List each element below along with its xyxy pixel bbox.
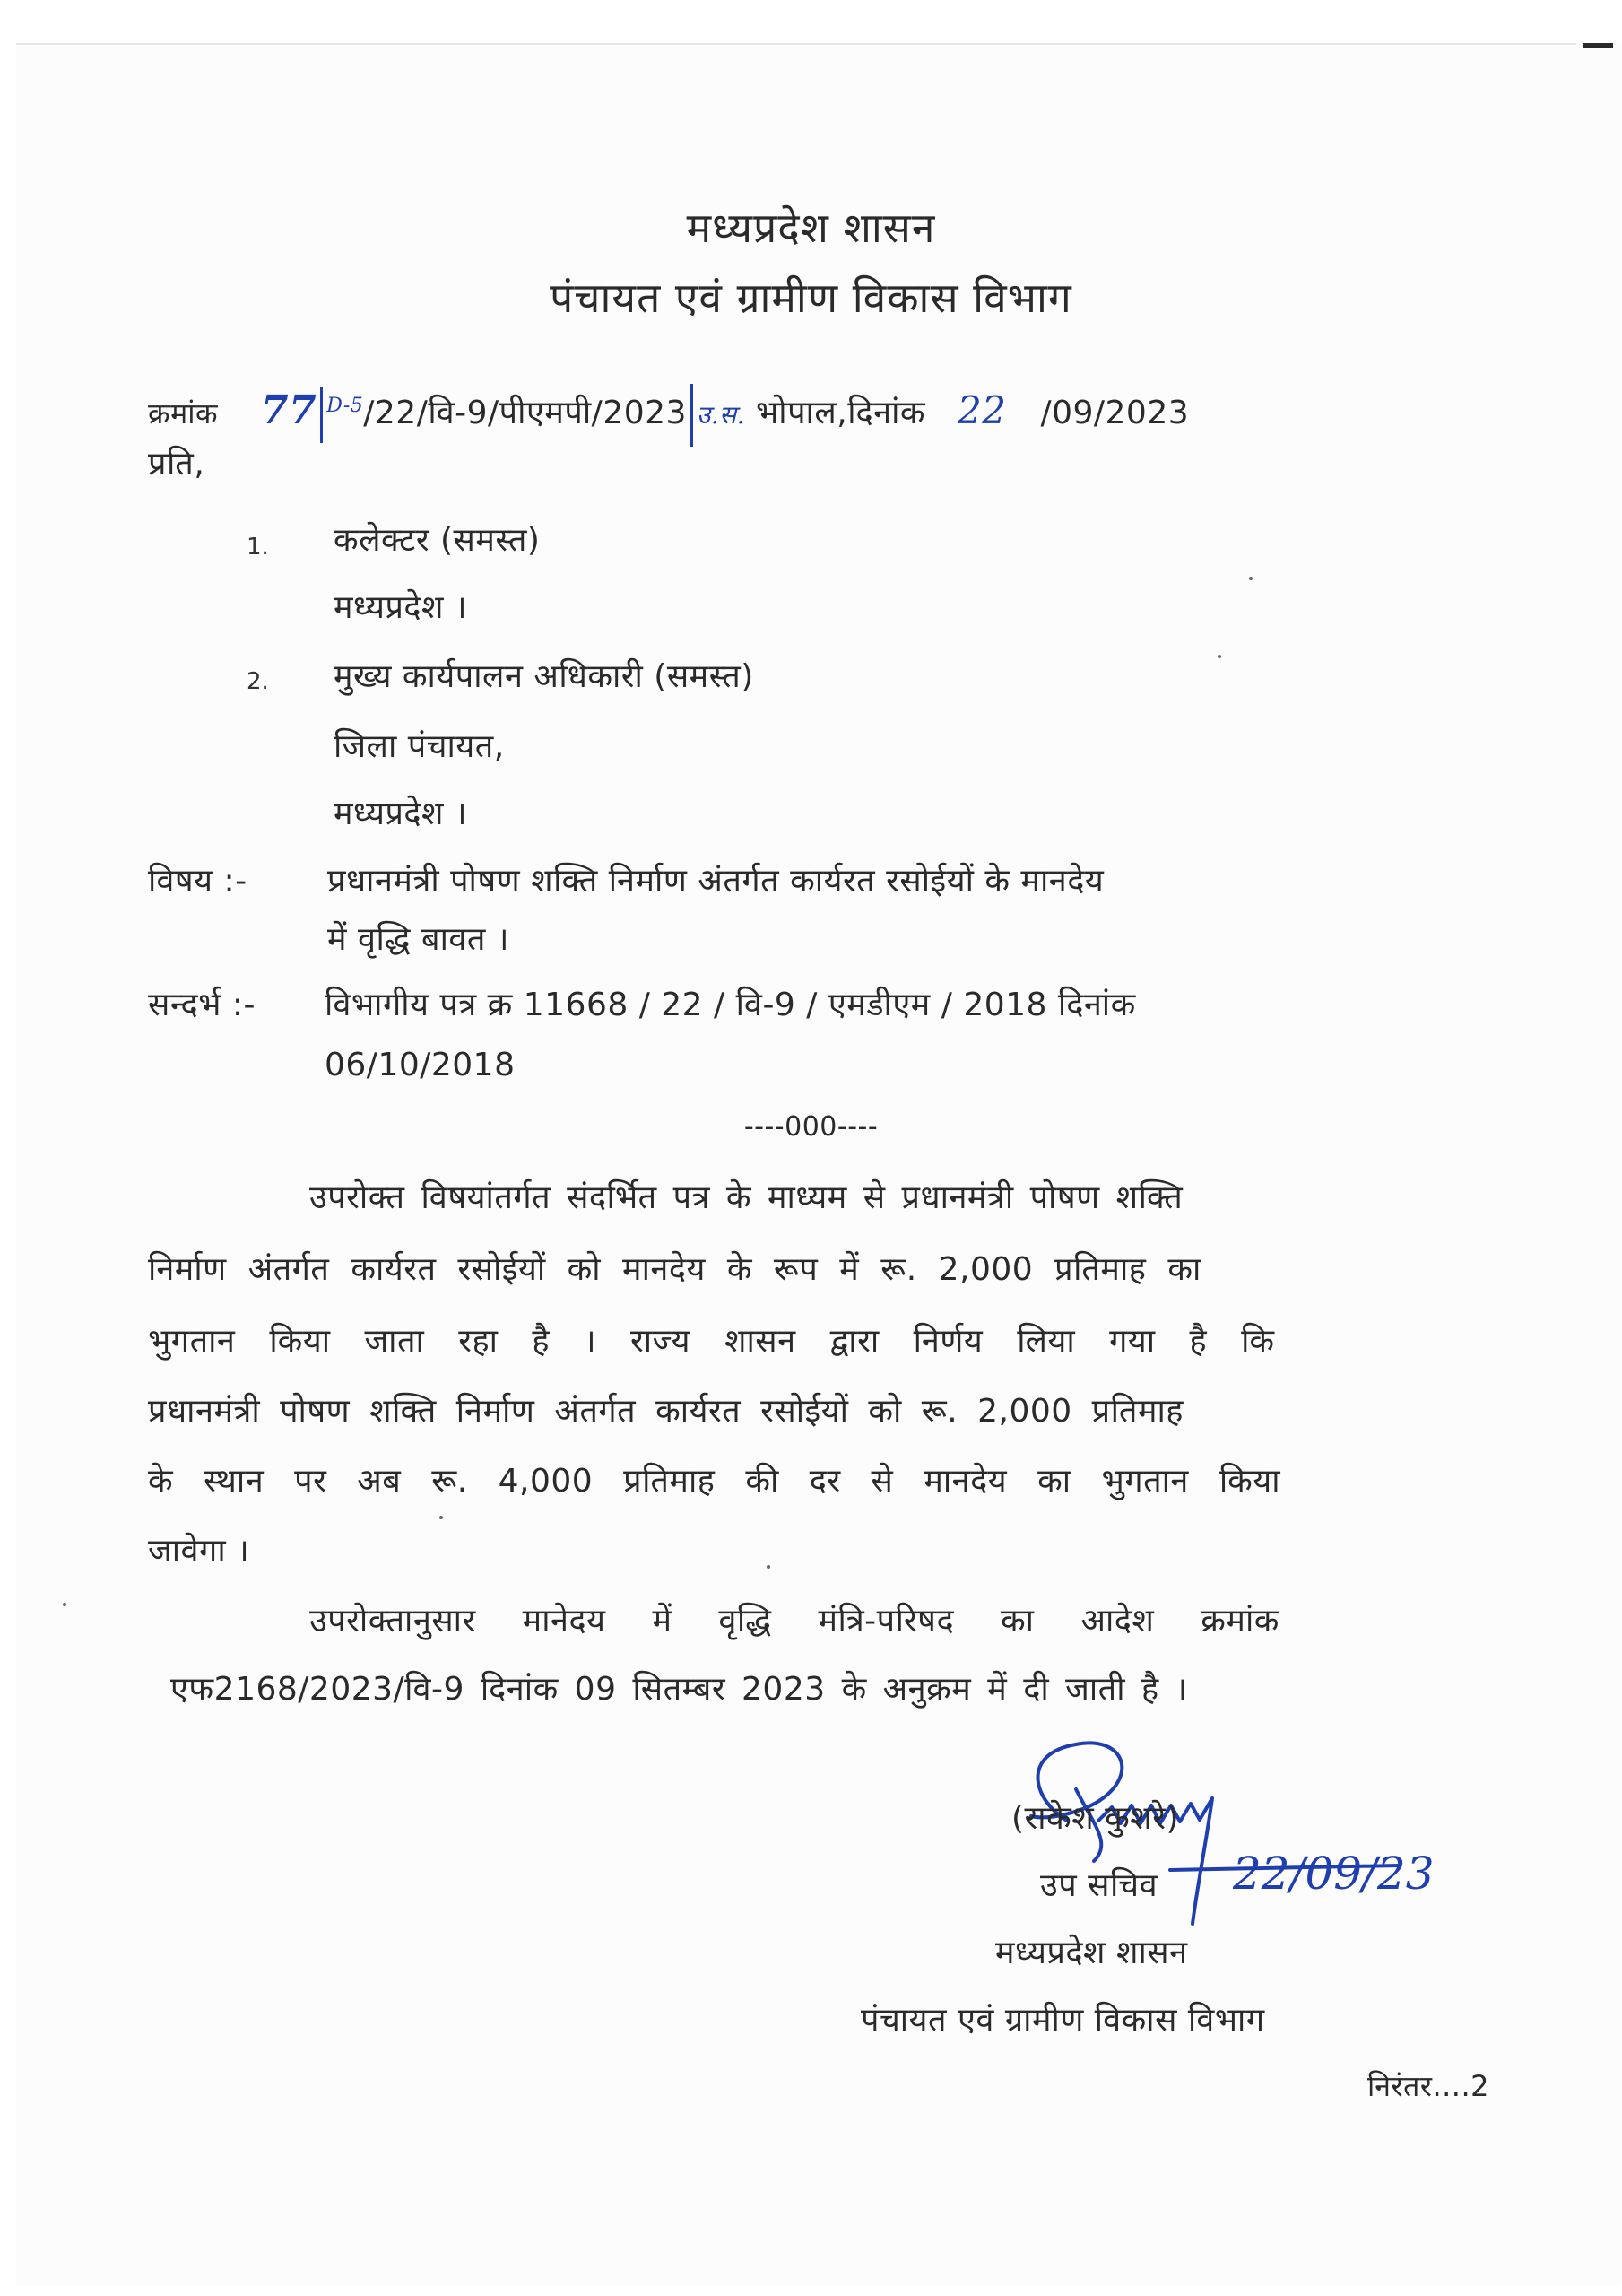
handwritten-section: उ.स. (696, 400, 745, 430)
scan-speck (767, 1565, 770, 1569)
signature-scrawl-icon (1013, 1735, 1390, 1942)
body-line: के स्थान पर अब रू. 4,000 प्रतिमाह की दर से मानदेय का भुगतान किया (148, 1463, 1281, 1500)
body-text: उपरोक्त विषयांतर्गत संदर्भित पत्र के माध्यम से प्रधानमंत्री पोषण शक्ति (309, 1179, 1184, 1216)
handwritten-day: 22 (958, 388, 1007, 432)
pen-stroke-2 (690, 384, 693, 447)
signature (1013, 1735, 1390, 1945)
reference-date: 06/10/2018 (325, 1047, 516, 1083)
ref-label: क्रमांक (148, 396, 219, 430)
separator: ----000---- (743, 1111, 879, 1143)
reference-line-text: विभागीय पत्र क्र 11668 / 22 / वि-9 / एमडीएम / 2018 दिनांक (325, 987, 1136, 1023)
recipient-line: जिला पंचायत, (334, 728, 505, 765)
handwritten-number: 77 (261, 387, 317, 433)
scan-edge (16, 43, 1576, 45)
recipient-line: मुख्य कार्यपालन अधिकारी (समस्त) (334, 658, 754, 695)
header-title: मध्यप्रदेश शासन (686, 204, 936, 252)
body-line: प्रधानमंत्री पोषण शक्ति निर्माण अंतर्गत कार्यरत रसोईयों को रू. 2,000 प्रतिमाह (148, 1393, 1184, 1430)
recipient-number: 1. (247, 534, 269, 561)
body-line (309, 1179, 1354, 1216)
document-page (16, 43, 1621, 2285)
body-line: निर्माण अंतर्गत कार्यरत रसोईयों को मानदेय के रूप में रू. 2,000 प्रतिमाह का (148, 1251, 1201, 1288)
signature-date: 22/09/23 (1233, 1848, 1435, 1900)
subject-line: में वृद्धि बावत । (327, 921, 510, 958)
recipient-line: कलेक्टर (समस्त) (334, 522, 541, 559)
reference-line (148, 384, 1189, 447)
recipient-line: मध्यप्रदेश । (334, 589, 468, 626)
header-department: पंचायत एवं ग्रामीण विकास विभाग (550, 274, 1072, 322)
reference-label: सन्दर्भ :- (148, 987, 256, 1023)
body-line: उपरोक्तानुसार मानेदय में वृद्धि मंत्रि-परिषद का आदेश क्रमांक (309, 1603, 1279, 1639)
subject-line: प्रधानमंत्री पोषण शक्ति निर्माण अंतर्गत कार्यरत रसोईयों के मानदेय (327, 863, 1105, 900)
printed-month-year: /09/2023 (1040, 395, 1190, 431)
recipient-number: 2. (247, 668, 269, 695)
subject-label: विषय :- (148, 863, 247, 900)
body-line: एफ2168/2023/वि-9 दिनांक 09 सितम्बर 2023 के अनुक्रम में दी जाती है । (170, 1671, 1188, 1708)
scan-speck (1218, 655, 1221, 658)
continuation-marker: निरंतर....2 (1367, 2069, 1490, 2103)
to-label: प्रति, (148, 446, 205, 483)
corner-mark (1583, 43, 1613, 48)
signatory-department: पंचायत एवं ग्रामीण विकास विभाग (861, 2002, 1265, 2039)
scan-speck (1249, 577, 1253, 580)
signatory-org: मध्यप्रदेश शासन (995, 1935, 1188, 1971)
recipient-line: मध्यप्रदेश । (334, 796, 468, 832)
printed-ref: /22/वि-9/पीएमपी/2023 (363, 395, 687, 431)
handwritten-superscript: D-5 (326, 395, 364, 417)
body-line: भुगतान किया जाता रहा है । राज्य शासन द्वारा निर्णय लिया गया है कि (148, 1323, 1275, 1360)
scan-speck (63, 1603, 66, 1606)
signatory-designation: उप सचिव (1040, 1867, 1158, 1904)
place-date-label: भोपाल,दिनांक (755, 395, 926, 431)
body-line: जावेगा । (148, 1533, 250, 1570)
scan-speck (439, 1516, 443, 1519)
signatory-name: (राकेश कुशरे) (1011, 1800, 1180, 1837)
pen-stroke (320, 387, 323, 443)
